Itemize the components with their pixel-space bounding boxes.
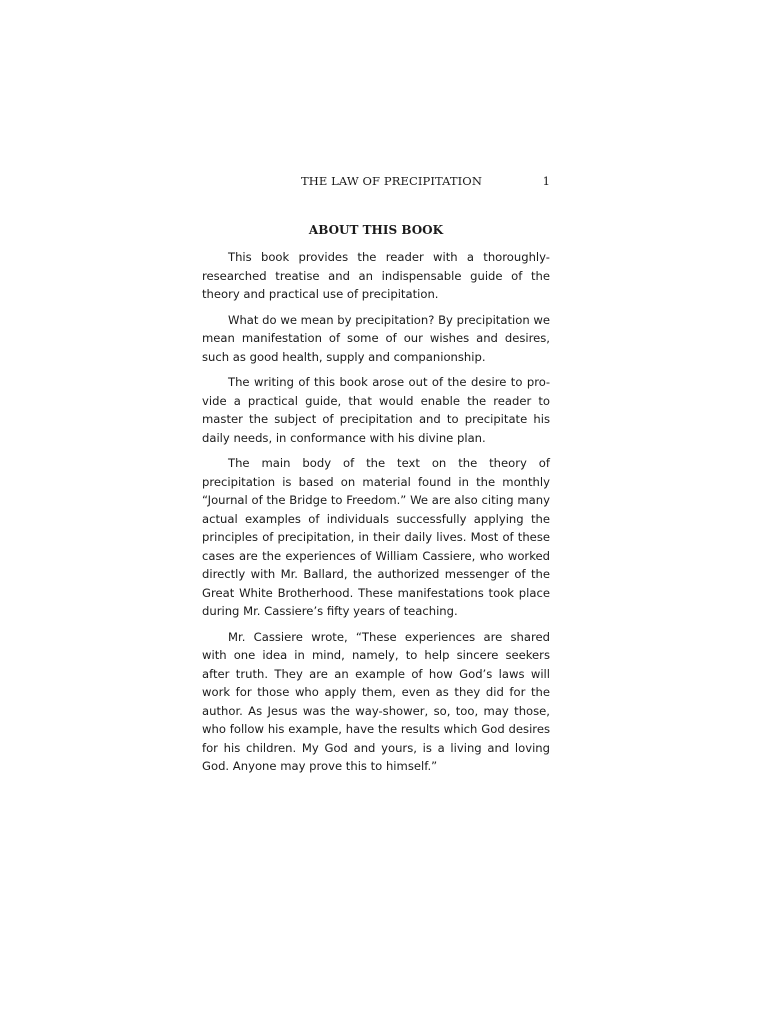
running-header [202, 174, 550, 190]
paragraph: This book provides the reader with a thoroughly-researched treatise and an indispensable guide of the theory and practical use of precipitation. [202, 250, 550, 301]
running-title: THE LAW OF PRECIPITATION [301, 174, 482, 188]
page-number: 1 [542, 174, 550, 188]
section-heading: ABOUT THIS BOOK [308, 223, 444, 237]
paragraph: The main body of the text on the theory of precipitation is based on material found in the monthly “Journal of the Bridge to Freedom.” We are also citing many actual examples of individuals successfully applying the principles of precipitation, in their daily lives. Most of these cases are the experiences of William Cassiere, who worked directly with Mr. Ballard, the authorized messenger of the Great White Brotherhood. These manifestations took place during Mr. Cassiere’s fifty years of teaching. [202, 456, 550, 618]
paragraph: The writing of this book arose out of the desire to provide a practical guide, that would enable the reader to master the subject of precipitation and to precipitate his daily needs, in conformance with his divine plan. [202, 375, 550, 445]
paragraph: Mr. Cassiere wrote, “These experiences are shared with one idea in mind, namely, to help sincere seekers after truth. They are an example of how God’s laws will work for those who apply them, even as they did for the author. As Jesus was the way-shower, so, too, may those, who follow his example, have the results which God desires for his children. My God and yours, is a living and loving God. Anyone may prove this to himself.” [202, 629, 550, 773]
paragraph: What do we mean by precipitation? By precipitation we mean manifestation of some of our wishes and desires, such as good health, supply and companionship. [202, 312, 550, 364]
body-text [202, 248, 550, 783]
